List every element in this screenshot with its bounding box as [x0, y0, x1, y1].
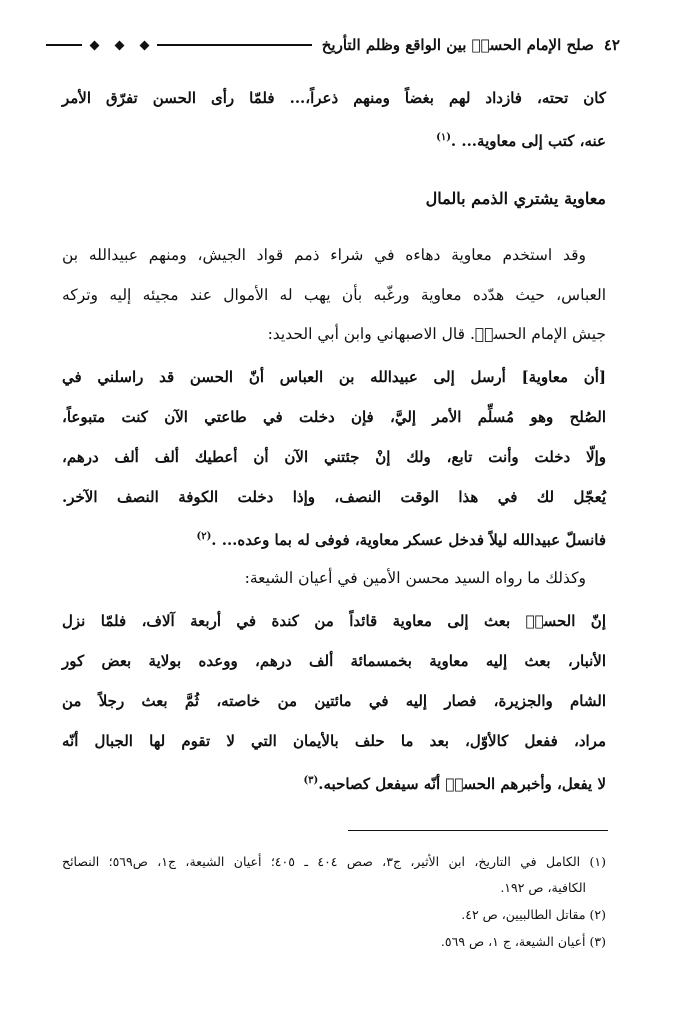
footnote-ref: (١) — [436, 132, 451, 143]
footnote-ref: (٣) — [303, 775, 319, 786]
text-line: وقد استخدم معاوية دهاءه في شراء ذمم قواد الجيش، ومنهم عبيدالله بن — [62, 246, 586, 264]
quote-line — [62, 526, 606, 551]
footnote-ref: (٢) — [196, 531, 212, 542]
footnote-separator — [348, 830, 608, 831]
text-line: وكذلك ما رواه السيد محسن الأمين في أعيان الشيعة: — [244, 569, 586, 587]
ornament-diamond-icon — [140, 40, 150, 50]
quote-line: الشام والجزيرة، فصار إليه في مائتين من خاصته، ثُمَّ بعث رجلاً من — [62, 692, 606, 710]
quote-line: [أن معاوية] أرسل إلى عبيدالله بن العباس أنّ الحسن قد راسلني في — [62, 368, 606, 386]
ornament-diamond-icon — [90, 40, 100, 50]
line-text: فانسلّ عبيدالله ليلاً فدخل عسكر معاوية، فوفى له بما وعده... . — [211, 531, 606, 549]
quote-line: الصُلح وهو مُسلِّم الأمر إليَّ، فإن دخلت في طاعتي الآن كنت متبوعاً، — [62, 408, 606, 426]
text-line: العباس، حيث هدّده معاوية ورغّبه بأن يهب له الأموال عند مجيئه إليه وتركه — [62, 286, 606, 304]
header-rule-line — [46, 44, 82, 46]
footnote-continuation: الكافية، ص ١٩٢. — [500, 880, 586, 895]
text-line: كان تحته، فازداد لهم بغضاً ومنهم ذعراً،... فلمّا رأى الحسن تفرّق الأمر — [62, 89, 606, 107]
quote-line: مراد، ففعل كالأوّل، بعد ما حلف بالأيمان التي لا تقوم لها الجبال أنّه — [62, 732, 606, 750]
quote-line: يُعجّل لك في هذا الوقت النصف، وإذا دخلت الكوفة النصف الآخر. — [62, 488, 606, 506]
quote-line — [62, 770, 606, 795]
header-ornament — [46, 35, 312, 55]
line-text: لا يفعل، وأخبرهم الحسنؑ أنّه سيفعل كصاحبه. — [318, 775, 606, 793]
running-header — [46, 30, 620, 60]
text-line — [62, 127, 606, 152]
page-number: ٤٢ — [603, 36, 620, 54]
section-heading: معاوية يشتري الذمم بالمال — [425, 189, 606, 208]
ornament-diamond-icon — [115, 40, 125, 50]
quote-line: إنّ الحسنؑ بعث إلى معاوية قائداً من كندة في أربعة آلاف، فلمّا نزل — [62, 612, 606, 630]
footnote: (٣) أعيان الشيعة، ج ١، ص ٥٦٩. — [440, 934, 606, 949]
footnote: (٢) مقاتل الطالبيين، ص ٤٢. — [461, 907, 606, 922]
running-title: صلح الإمام الحسنؑ بين الواقع وظلم التأريخ — [321, 36, 594, 54]
footnote: (١) الكامل في التاريخ، ابن الأثير، ج٣، صص ٤٠٤ ـ ٤٠٥؛ أعيان الشيعة، ج١، ص٥٦٩؛ النصائح — [62, 854, 606, 869]
header-rule-line — [157, 44, 312, 46]
quote-line: الأنبار، بعث إليه معاوية بخمسمائة ألف درهم، ووعده بولاية بعض كور — [62, 652, 606, 670]
text-line: جيش الإمام الحسنؑ. قال الاصبهاني وابن أبي الحديد: — [267, 325, 606, 343]
quote-line: وإلّا دخلت وأنت تابع، ولك إنْ جئتني الآن أن أعطيك ألف ألف درهم، — [62, 448, 606, 466]
line-text: عنه، كتب إلى معاوية... . — [450, 132, 606, 150]
